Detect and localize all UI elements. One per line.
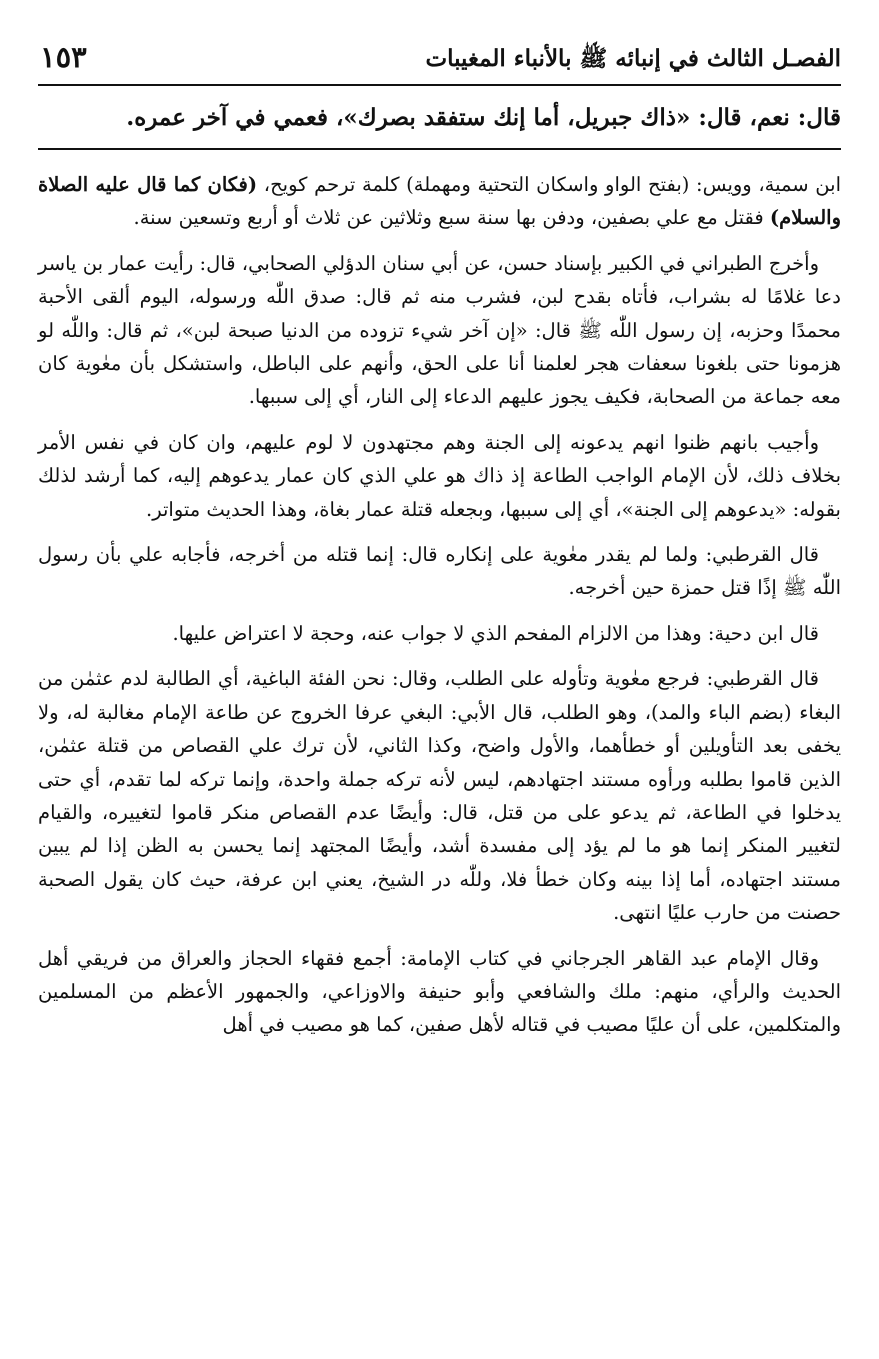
page-header [38,38,841,86]
chapter-title: الفصـل الثالث في إنبائه ﷺ بالأنباء المغيبات [425,45,841,72]
commentary-paragraph-5: قال ابن دحية: وهذا من الالزام المفحم الذي لا جواب عنه، وحجة لا اعتراض عليها. [172,621,819,645]
book-page [38,38,841,1338]
commentary-paragraph-2: وأخرج الطبراني في الكبير بإسناد حسن، عن أبي سنان الدؤلي الصحابي، قال: رأيت عمار بن ياسر دعا غلامًا له بشراب، فأتاه بقدح لبن، فشرب منه ثم قال: صدق اللّٰه ورسوله، اليوم ألقى الأحبة محمدًا وحزبه، إن رسول اللّٰه ﷺ قال: «إن آخر شيء تزوده من الدنيا صبحة لبن»، ثم قال: واللّٰه لو هزمونا حتى بلغونا سعفات هجر لعلمنا أنا على الحق، وأنهم على الباطل، واستشكل بأن معٰوية كان معه جماعة من الصحابة، فكيف يجوز عليهم الدعاء إلى النار، أي إلى سببها. [38,251,841,409]
commentary-text: فقتل مع علي بصفين، ودفن بها سنة سبع وثلاثين عن ثلاث أو أربع وتسعين سنة. [133,206,770,230]
commentary-text: ابن سمية، وويس: (بفتح الواو واسكان التحتية ومهملة) كلمة ترحم كويح، [257,173,841,196]
footnote-divider [38,148,841,150]
commentary-paragraph-6: قال القرطبي: فرجع معٰوية وتأوله على الطلب، وقال: نحن الفئة الباغية، أي الطالبة لدم عثمٰن من البغاء (بضم الباء والمد)، وهو الطلب، قال الأبي: البغي عرفا الخروج عن طاعة الإمام مغالبة له، ولا يخفى بعد التأويلين أو خطأهما، والأول واضح، وكذا الثاني، لأن ترك علي القصاص من قتلة عثمٰن، الذين قاموا بطلبه ورأوه مستند اجتهادهم، ليس لأنه تركه جملة واحدة، وإنما تركه لما تقدم، أي حتى يدخلوا في الطاعة، ثم يدعو على من قتل، قال: وأيضًا عدم القصاص منكر قاموا لتغييره، والقيام لتغيير المنكر إنما هو ما لم يؤد إلى مفسدة أشد، وأيضًا المجتهد إنما يحسن به الظن إذا لم يبين مستند اجتهاده، أما إذا بينه وكان خطأ فلا، وللّٰه در الشيخ، يعني ابن عرفة، حيث كان يقول الصحبة حصنت من حارب عليًا انتهى. [38,667,841,925]
page-number: ١٥٣ [40,40,87,74]
main-text: قال: نعم، قال: «ذاك جبريل، أما إنك ستفقد بصرك»، فعمي في آخر عمره. [126,104,841,131]
commentary-paragraph-3: وأجيب بانهم ظنوا انهم يدعونه إلى الجنة وهم مجتهدون لا لوم عليهم، وان كان في نفس الأمر بخلاف ذلك، لأن الإمام الواجب الطاعة إذ ذاك هو علي الذي كان عمار يدعوهم إليه، كما أرشد لذلك بقوله: «يدعوهم إلى الجنة»، أي إلى سببها، وبجعله قتلة عمار بغاة، وهذا الحديث متواتر. [38,430,841,521]
commentary-quote: (فكان كما قال عليه الصلاة والسلام) [38,173,841,230]
commentary-paragraph-1 [38,168,841,235]
commentary-section [38,168,841,1042]
commentary-paragraph-4: قال القرطبي: ولما لم يقدر معٰوية على إنكاره قال: إنما قتله من أخرجه، فأجابه علي بأن رسول اللّٰه ﷺ إذًا قتل حمزة حين أخرجه. [38,543,841,600]
commentary-paragraph-7: وقال الإمام عبد القاهر الجرجاني في كتاب الإمامة: أجمع فقهاء الحجاز والعراق من فريقي أهل الحديث والرأي، منهم: ملك والشافعي وأبو حنيفة والاوزاعي، والجمهور الأعظم من المسلمين والمتكلمين، على أن عليًا مصيب في قتاله لأهل صفين، كما هو مصيب في أهل [38,946,841,1037]
